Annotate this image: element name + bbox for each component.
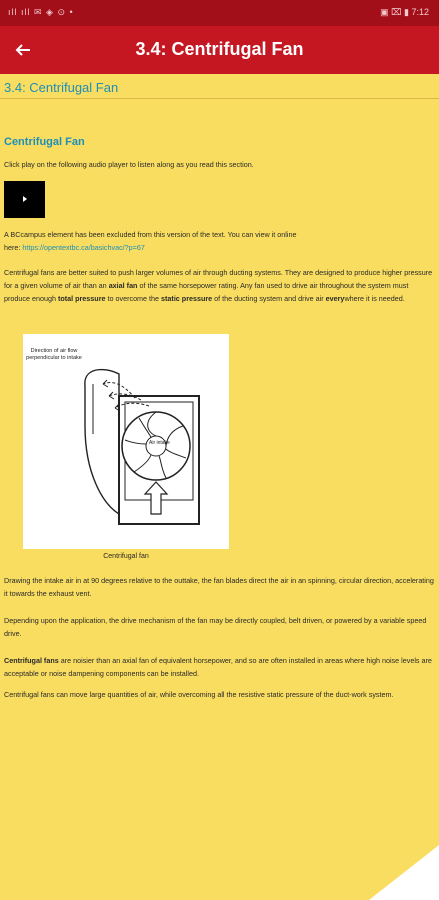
section-heading: Centrifugal Fan (4, 136, 85, 148)
text: of the ducting system and drive air (212, 294, 326, 303)
text: Centrifugal fans are better suited to push larger volumes of air through ducting systems. They are designed to produce higher pressure for a given volume of air than an (4, 268, 433, 290)
term-axial-fan: axial fan (108, 281, 138, 290)
status-icons-left: ıll ıll ✉ ◈ ⊙ • (8, 7, 74, 17)
page-heading: 3.4: Centrifugal Fan (4, 80, 119, 95)
status-icons-right: ▣ ⌧ ▮ 7:12 (380, 7, 429, 17)
online-link[interactable]: https://opentextbc.ca/basichvac/?p=67 (22, 243, 145, 252)
audio-intro-text: Click play on the following audio player to listen along as you read this section. (4, 160, 254, 169)
play-icon[interactable] (23, 196, 27, 202)
paragraph-noise (4, 654, 434, 680)
term-total-pressure: total pressure (57, 294, 106, 303)
status-bar (0, 0, 439, 26)
term-centrifugal-fans: Centrifugal fans (4, 656, 59, 665)
text: of the same horsepower rating. Any fan used to drive air throughout the system must produce enough (4, 281, 409, 303)
label-air-intake: Air intake (149, 440, 170, 446)
term-every: every (325, 294, 345, 303)
centrifugal-fan-diagram (23, 334, 229, 549)
label-airflow-direction: Direction of air flow perpendicular to intake (26, 348, 82, 361)
paragraph-capacity: Centrifugal fans can move large quantities of air, while overcoming all the resistive static pressure of the duct-work system. (4, 690, 394, 699)
paragraph-drive: Depending upon the application, the drive mechanism of the fan may be directly coupled, belt driven, or powered by a variable speed drive. (4, 616, 427, 638)
text: are noisier than an axial fan of equivalent horsepower, and so are often installed in areas where high noise levels are acceptable or noise dampening components can be installed. (4, 656, 432, 678)
page-corner-decoration (359, 845, 439, 900)
text: where it is needed. (344, 294, 405, 303)
paragraph-intake: Drawing the intake air in at 90 degrees relative to the outtake, the fan blades direct the air in an spinning, circular direction, accelerating it towards the exhaust vent. (4, 576, 434, 598)
app-title: 3.4: Centrifugal Fan (135, 39, 304, 59)
excluded-element-note (4, 228, 434, 254)
audio-player[interactable] (4, 181, 45, 218)
centrifugal-fan-figure (23, 334, 229, 549)
term-static-pressure: static pressure (161, 294, 213, 303)
reader-content[interactable] (0, 74, 439, 900)
text: to overcome the (105, 294, 162, 303)
paragraph-intro (4, 266, 434, 305)
excluded-here: here: (4, 243, 23, 252)
app-bar (0, 26, 439, 74)
heading-divider (0, 98, 439, 99)
figure-caption: Centrifugal fan (103, 553, 149, 560)
excluded-text: A BCcampus element has been excluded from this version of the text. You can view it online (4, 230, 297, 239)
